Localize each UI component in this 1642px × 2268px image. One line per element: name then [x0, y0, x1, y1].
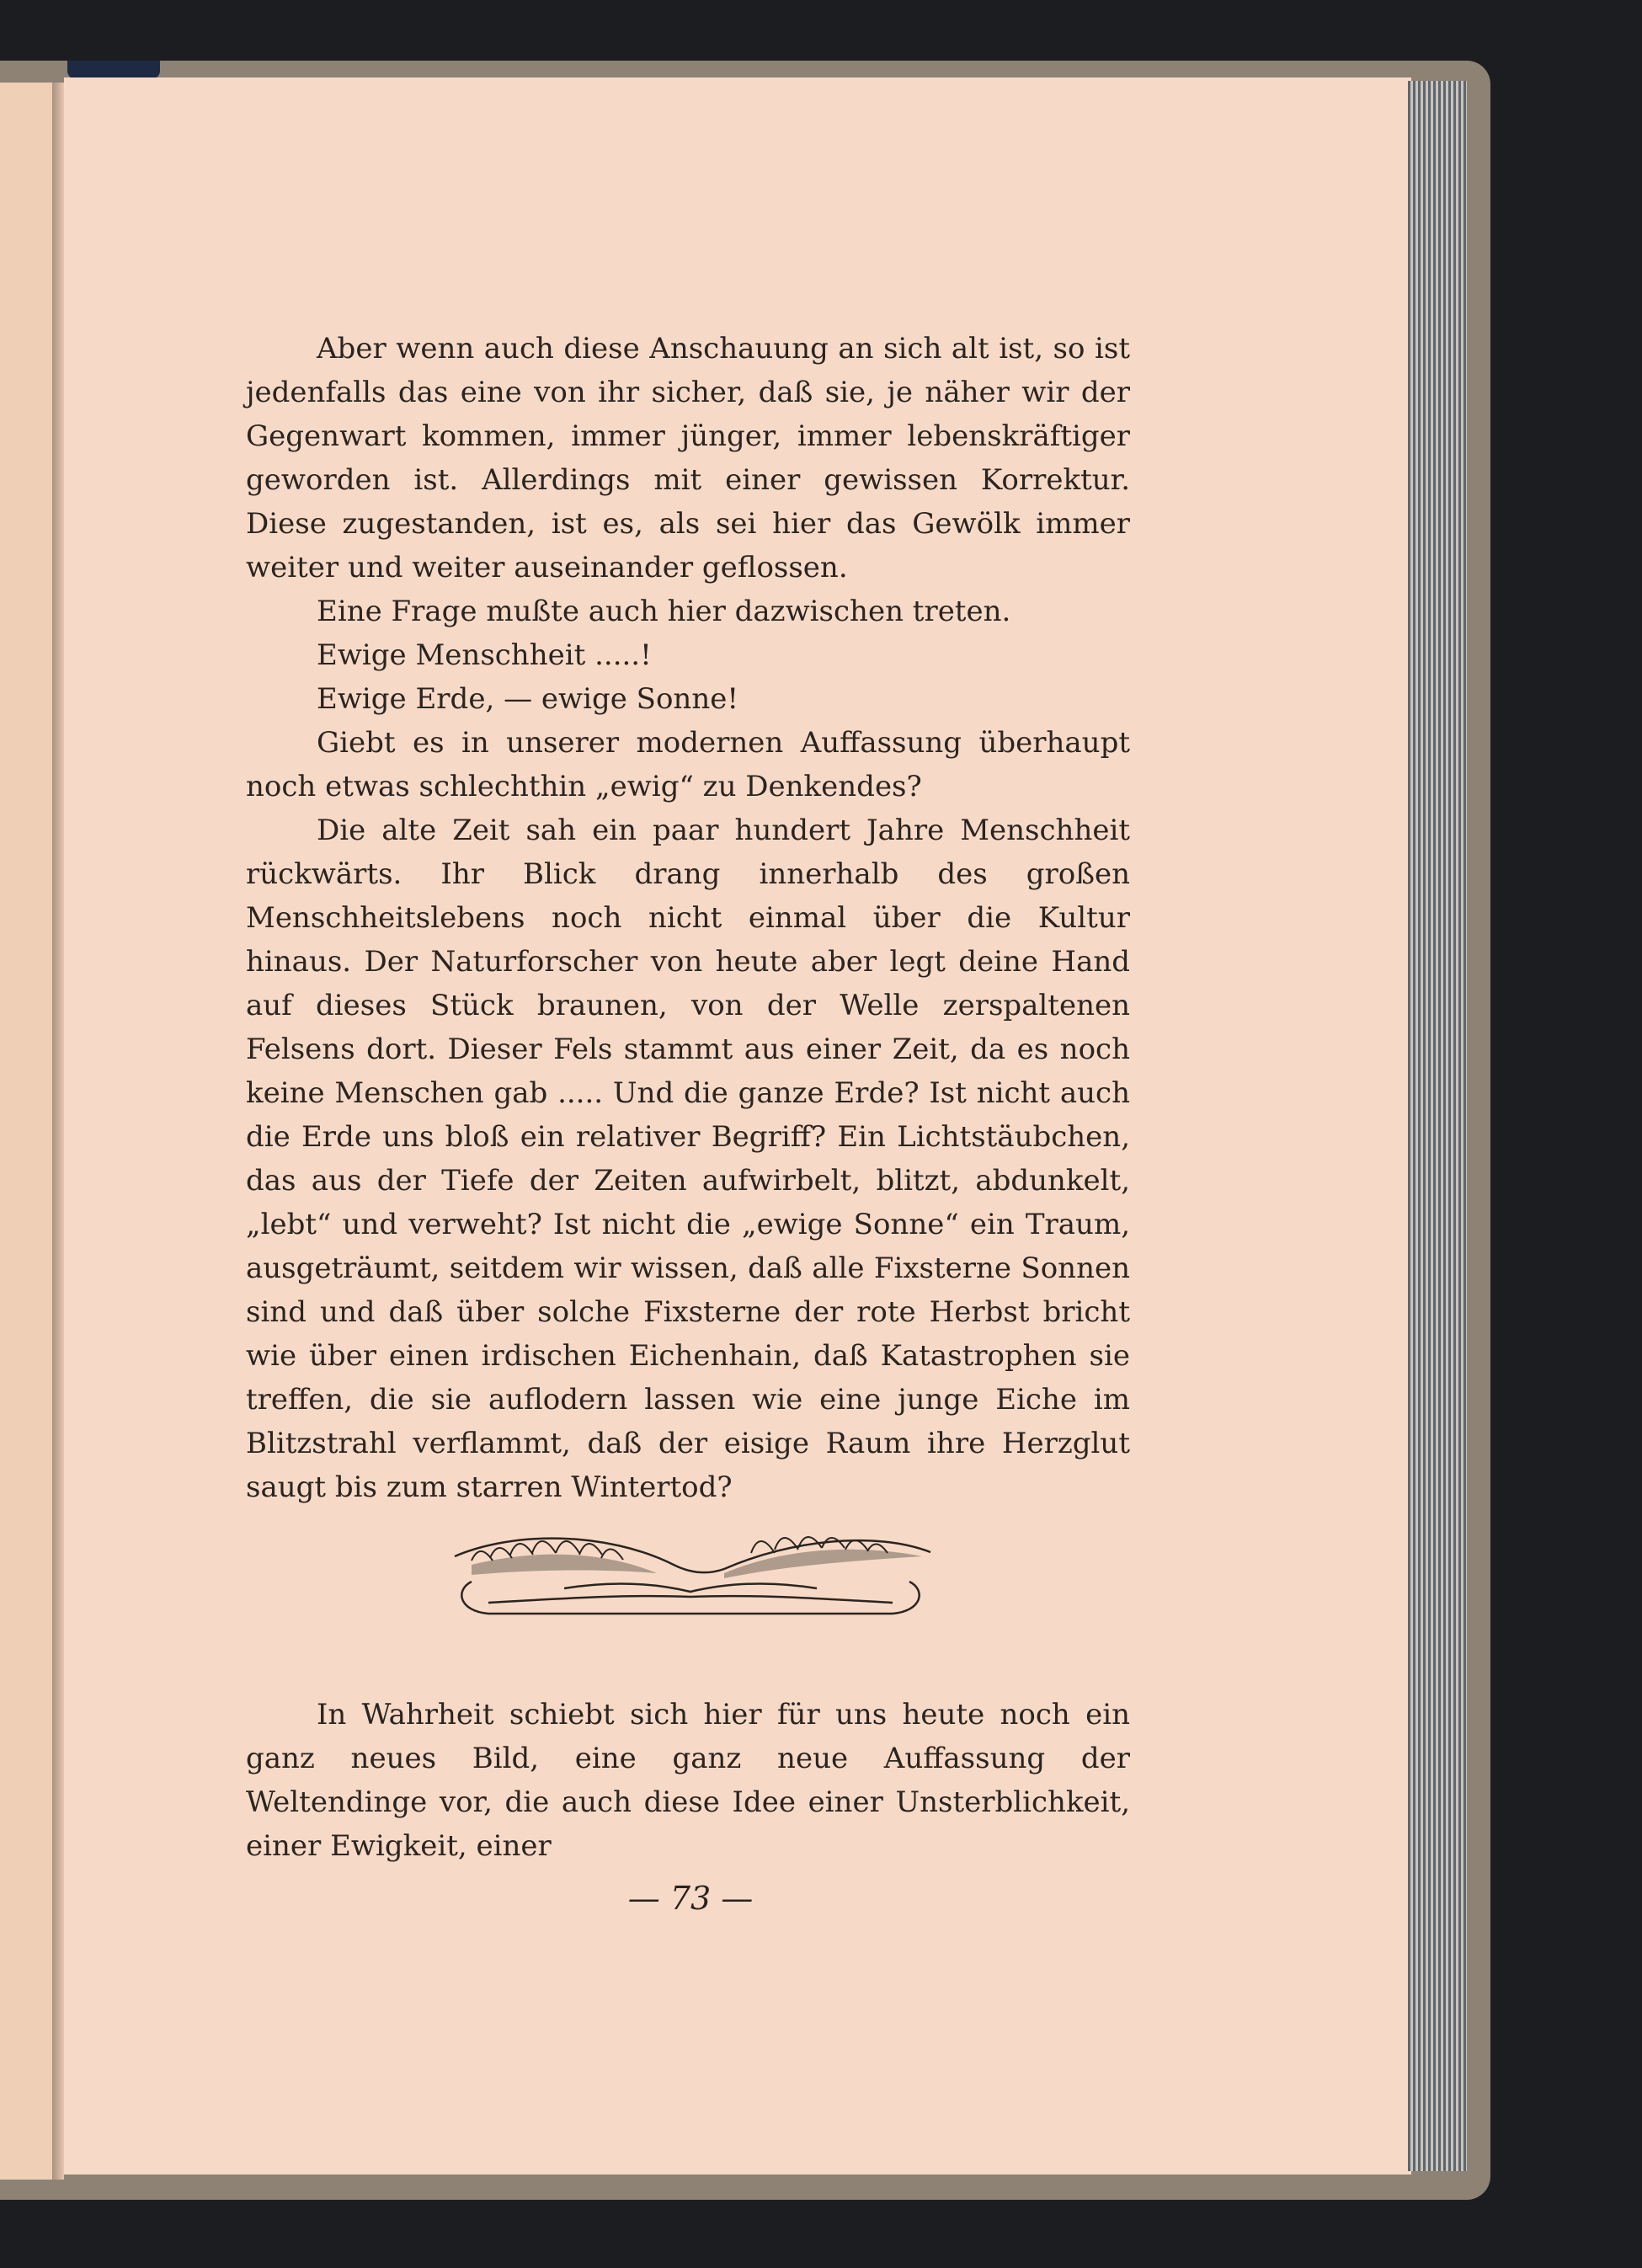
paragraph-4: Ewige Erde, — ewige Sonne! — [317, 682, 739, 716]
paragraph-3: Ewige Menschheit .....! — [317, 638, 652, 672]
lower-text — [246, 1693, 1130, 1868]
bookmark-ribbon — [67, 61, 160, 79]
page-number: — 73 — — [627, 1880, 754, 1917]
paragraph-6: Die alte Zeit sah ein paar hundert Jahre Menschheit rückwärts. Ihr Blick drang innerhalb des großen Menschheitslebens noch nicht einmal über die Kultur hinaus. Der Naturforscher von heute aber legt deine Hand auf dieses Stück braunen, von der Welle zerspaltenen Felsens dort. Dieser Fels stammt aus einer Zeit, da es noch keine Menschen gab ..... Und die ganze Erde? Ist nicht auch die Erde uns bloß ein relativer Begriff? Ein Lichtstäubchen, das aus der Tiefe der Zeiten aufwirbelt, blitzt, abdunkelt, „lebt“ und verweht? Ist nicht die „ewige Sonne“ ein Traum, ausgeträumt, seitdem wir wissen, daß alle Fixsterne Sonnen sind und daß über solche Fixsterne der rote Herbst bricht wie über einen irdischen Eichenhain, daß Katastrophen sie treffen, die sie auflodern lassen wie eine junge Eiche im Blitzstrahl verflammt, daß der eisige Raum ihre Herzglut saugt bis zum starren Wintertod? — [246, 814, 1130, 1504]
book-gutter — [52, 83, 64, 2180]
paragraph-7: In Wahrheit schiebt sich hier für uns heute noch ein ganz neues Bild, eine ganz neue Auffassung der Weltendinge vor, die auch diese Idee einer Unsterblichkeit, einer Ewigkeit, einer — [246, 1698, 1130, 1863]
main-text — [246, 327, 1130, 1509]
art-nouveau-vignette-icon — [438, 1523, 943, 1624]
page-edges — [1408, 81, 1467, 2171]
left-page-edge — [0, 83, 55, 2180]
paragraph-1: Aber wenn auch diese Anschauung an sich alt ist, so ist jedenfalls das eine von ihr sicher, daß sie, je näher wir der Gegenwart kommen, immer jünger, immer lebenskräftiger geworden ist. Allerdings mit einer gewissen Korrektur. Diese zugestanden, ist es, als sei hier das Gewölk immer weiter und weiter auseinander geflossen. — [246, 332, 1130, 584]
paragraph-2: Eine Frage mußte auch hier dazwischen treten. — [317, 595, 1011, 628]
paragraph-5: Giebt es in unserer modernen Auffassung überhaupt noch etwas schlechthin „ewig“ zu Denkendes? — [246, 726, 1130, 803]
